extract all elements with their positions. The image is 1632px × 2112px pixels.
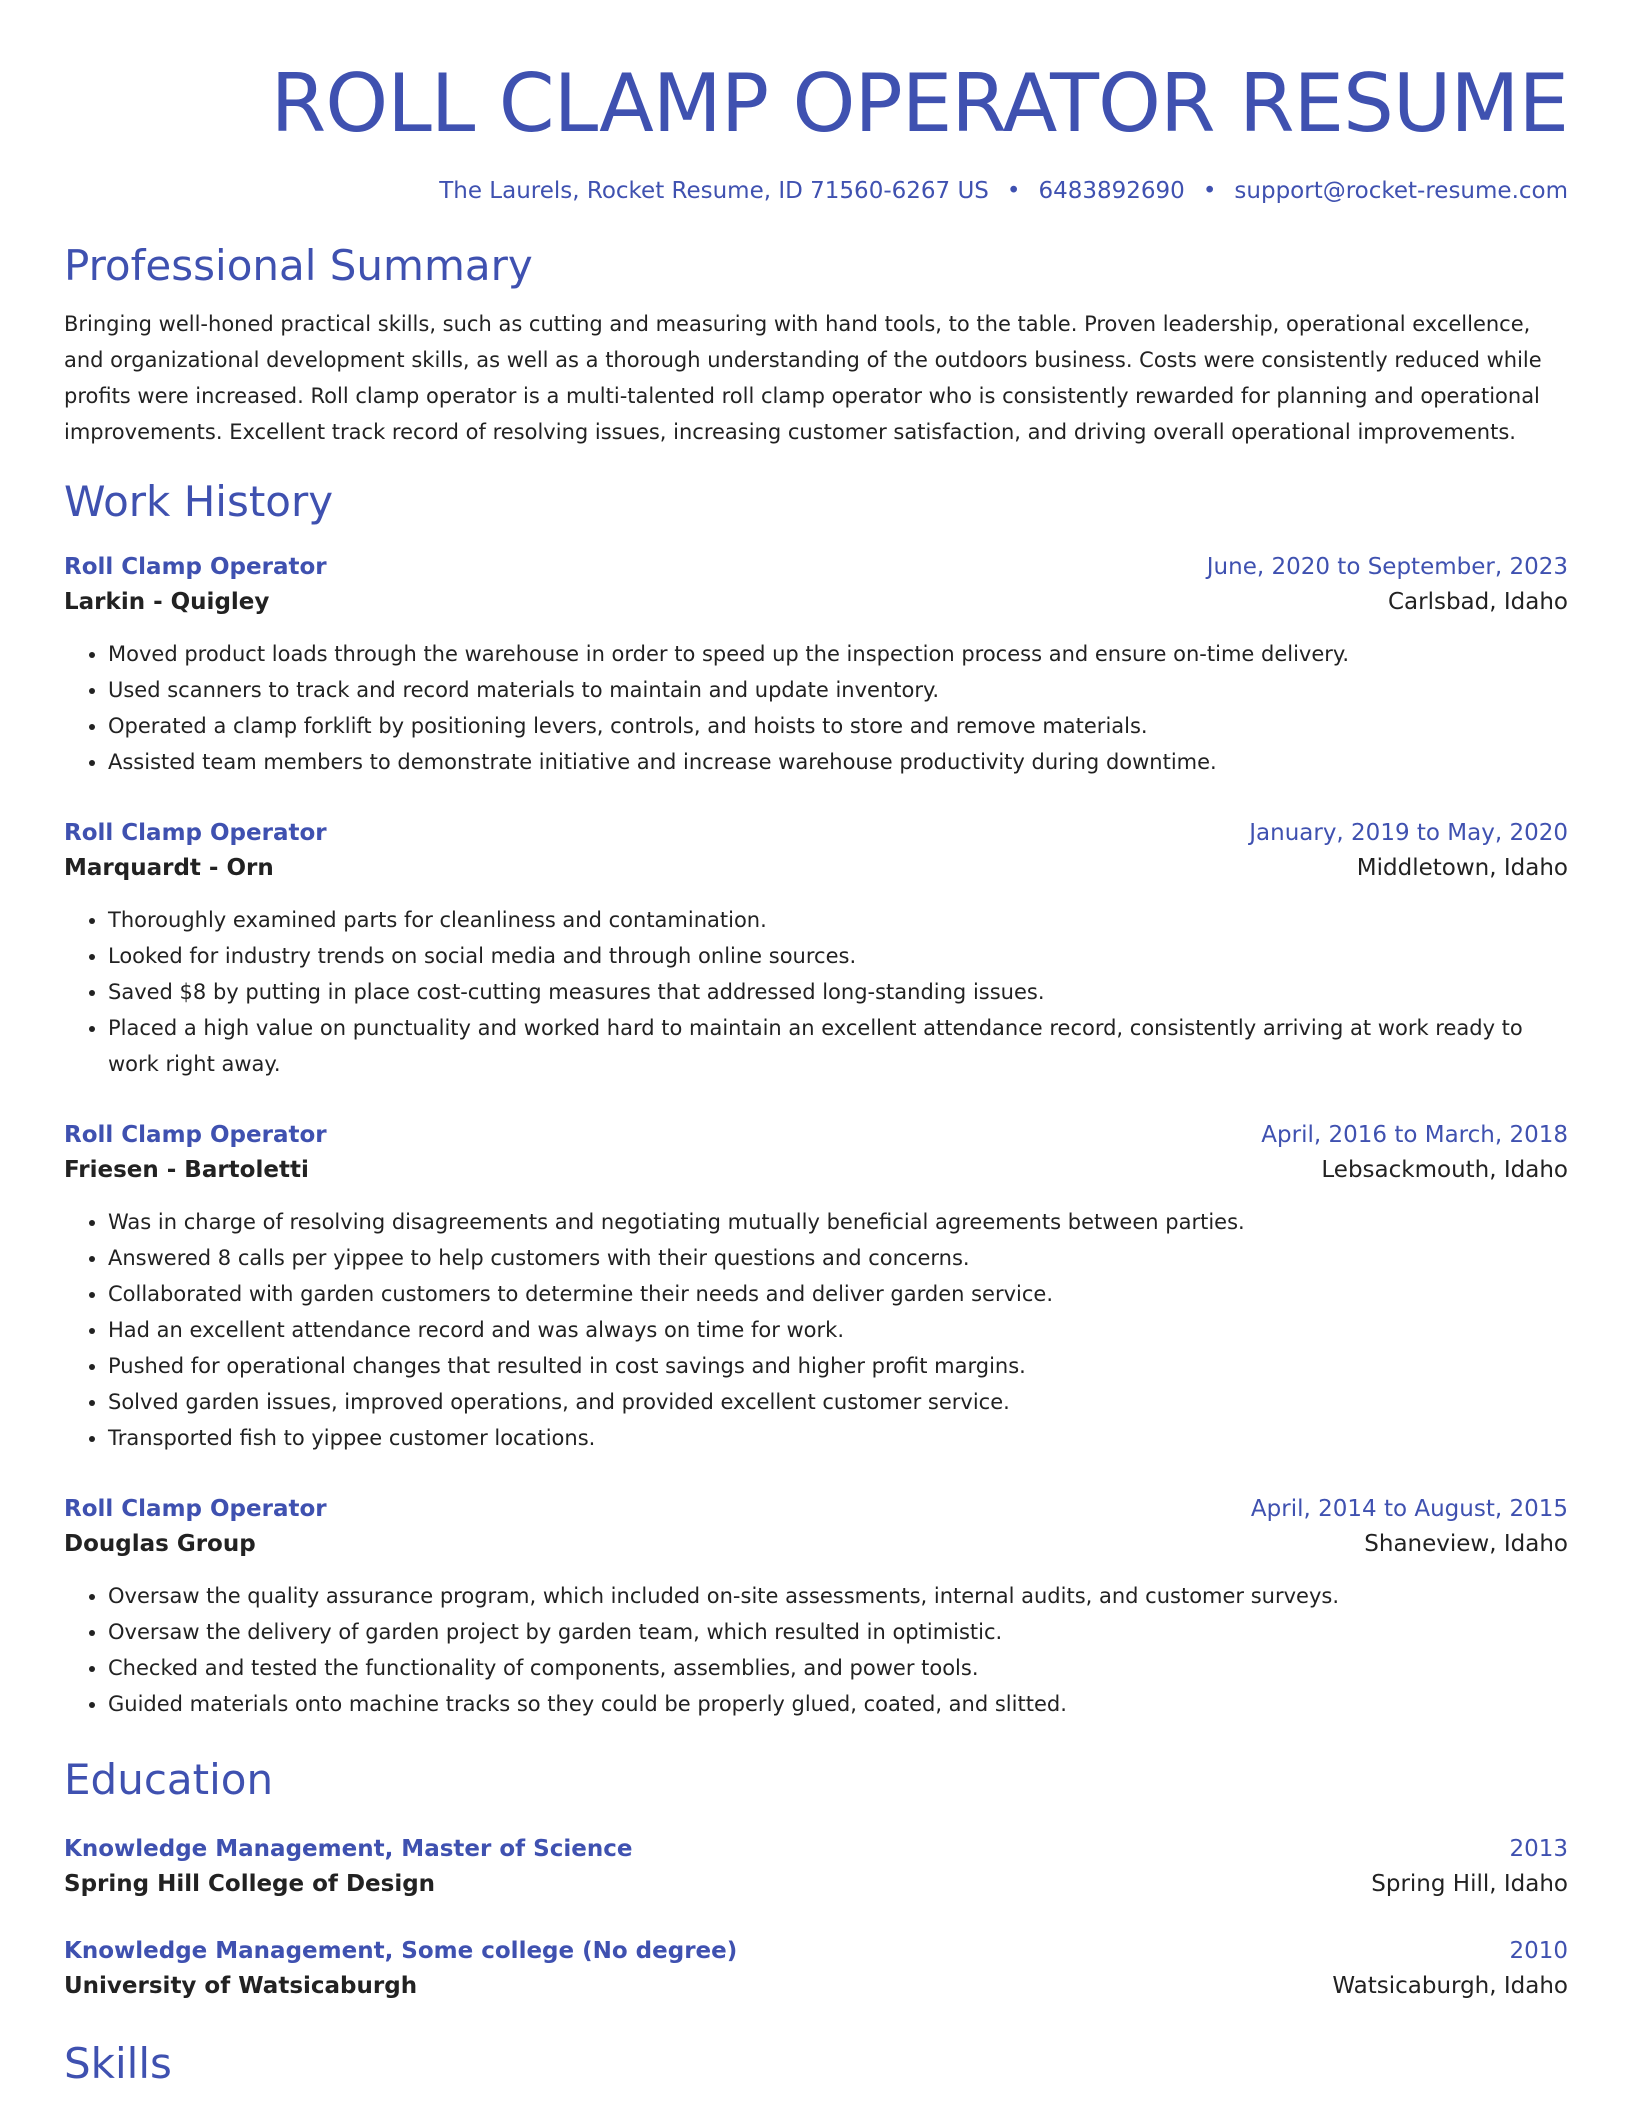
job-title-row <box>64 816 1568 850</box>
job-bullets <box>64 1578 1568 1722</box>
job-bullet: • Was in charge of resolving disagreements and negotiating mutually beneficial agreements between parties. <box>108 1204 1568 1240</box>
job-location: Shaneview, Idaho <box>1364 1531 1568 1557</box>
education-year: 2010 <box>1509 1938 1568 1964</box>
work-history-heading: Work History <box>64 477 334 526</box>
job-bullet: • Oversaw the delivery of garden project by garden team, which resulted in optimistic. <box>108 1614 1568 1650</box>
job-title-row <box>64 550 1568 584</box>
job-bullet: • Saved $8 by putting in place cost-cutting measures that addressed long-standing issues. <box>108 974 1568 1010</box>
skills-heading: Skills <box>64 2039 172 2088</box>
job-bullet: • Operated a clamp forklift by positioning levers, controls, and hoists to store and remove materials. <box>108 708 1568 744</box>
job-bullet: • Solved garden issues, improved operations, and provided excellent customer service. <box>108 1384 1568 1420</box>
job-dates: June, 2020 to September, 2023 <box>1206 554 1568 580</box>
job-bullet: • Thoroughly examined parts for cleanliness and contamination. <box>108 902 1568 938</box>
education-entry <box>64 1832 1568 1902</box>
education-school-row <box>64 1968 1568 2004</box>
job-entry <box>64 550 1568 780</box>
job-title: Roll Clamp Operator <box>64 554 327 580</box>
job-dates: January, 2019 to May, 2020 <box>1249 820 1568 846</box>
education-school-row <box>64 1866 1568 1902</box>
job-bullet: • Pushed for operational changes that resulted in cost savings and higher profit margins. <box>108 1348 1568 1384</box>
job-entry <box>64 816 1568 1082</box>
job-title-row <box>64 1492 1568 1526</box>
job-title: Roll Clamp Operator <box>64 1122 327 1148</box>
job-bullet: • Answered 8 calls per yippee to help customers with their questions and concerns. <box>108 1240 1568 1276</box>
job-title: Roll Clamp Operator <box>64 820 327 846</box>
job-dates: April, 2014 to August, 2015 <box>1250 1496 1568 1522</box>
contact-email: support@rocket-resume.com <box>1234 178 1568 204</box>
job-employer-row <box>64 1526 1568 1562</box>
summary-heading: Professional Summary <box>64 241 533 290</box>
education-degree-row <box>64 1832 1568 1866</box>
job-location: Middletown, Idaho <box>1356 855 1568 881</box>
education-year: 2013 <box>1509 1836 1568 1862</box>
job-bullet: • Had an excellent attendance record and was always on time for work. <box>108 1312 1568 1348</box>
job-employer: Friesen - Bartoletti <box>64 1157 309 1183</box>
education-heading: Education <box>64 1755 274 1804</box>
job-employer: Marquardt - Orn <box>64 855 274 881</box>
job-bullet: • Placed a high value on punctuality and worked hard to maintain an excellent attendance record, consistently arriving at work ready to work right away. <box>108 1010 1568 1082</box>
education-degree-row <box>64 1934 1568 1968</box>
job-employer: Larkin - Quigley <box>64 589 270 615</box>
job-location: Lebsackmouth, Idaho <box>1321 1157 1568 1183</box>
job-bullet: • Guided materials onto machine tracks so they could be properly glued, coated, and slitted. <box>108 1686 1568 1722</box>
job-entry <box>64 1492 1568 1722</box>
job-bullet: • Checked and tested the functionality of components, assemblies, and power tools. <box>108 1650 1568 1686</box>
job-bullets <box>64 1204 1568 1456</box>
education-degree: Knowledge Management, Some college (No degree) <box>64 1938 738 1964</box>
job-location: Carlsbad, Idaho <box>1387 589 1568 615</box>
job-employer-row <box>64 1152 1568 1188</box>
education-entry <box>64 1934 1568 2004</box>
job-employer: Douglas Group <box>64 1531 256 1557</box>
job-title: Roll Clamp Operator <box>64 1496 327 1522</box>
job-bullets <box>64 902 1568 1082</box>
education-location: Spring Hill, Idaho <box>1371 1871 1568 1897</box>
education-degree: Knowledge Management, Master of Science <box>64 1836 633 1862</box>
contact-phone: 6483892690 <box>1038 178 1185 204</box>
contact-separator: • <box>1006 178 1021 204</box>
job-bullet: • Looked for industry trends on social media and through online sources. <box>108 938 1568 974</box>
job-bullet: • Assisted team members to demonstrate initiative and increase warehouse productivity during downtime. <box>108 744 1568 780</box>
education-school: Spring Hill College of Design <box>64 1871 436 1897</box>
job-bullet: • Used scanners to track and record materials to maintain and update inventory. <box>108 672 1568 708</box>
job-title-row <box>64 1118 1568 1152</box>
job-dates: April, 2016 to March, 2018 <box>1261 1122 1568 1148</box>
education-school: University of Watsicaburgh <box>64 1973 418 1999</box>
job-bullet: • Oversaw the quality assurance program, which included on-site assessments, internal audits, and customer surveys. <box>108 1578 1568 1614</box>
contact-separator: • <box>1202 178 1217 204</box>
contact-address: The Laurels, Rocket Resume, ID 71560-6267 US <box>439 178 989 204</box>
job-bullet: • Moved product loads through the warehouse in order to speed up the inspection process and ensure on-time delivery. <box>108 636 1568 672</box>
education-location: Watsicaburgh, Idaho <box>1332 1973 1568 1999</box>
summary-text: Bringing well-honed practical skills, such as cutting and measuring with hand tools, to the table. Proven leadership, operational excellence, and organizational development skills, as well as a thorough understanding of the outdoors business. Costs were consistently reduced while profits were increased. Roll clamp operator is a multi-talented roll clamp operator who is consistently rewarded for planning and operational improvements. Excellent track record of resolving issues, increasing customer satisfaction, and driving overall operational improvements. <box>64 312 1542 444</box>
contact-line <box>64 176 1568 206</box>
resume-title: ROLL CLAMP OPERATOR RESUME <box>270 57 1568 150</box>
job-entry <box>64 1118 1568 1456</box>
job-employer-row <box>64 850 1568 886</box>
job-bullets <box>64 636 1568 780</box>
resume-page <box>64 0 1568 2090</box>
job-employer-row <box>64 584 1568 620</box>
job-bullet: • Collaborated with garden customers to determine their needs and deliver garden service. <box>108 1276 1568 1312</box>
job-bullet: • Transported fish to yippee customer locations. <box>108 1420 1568 1456</box>
